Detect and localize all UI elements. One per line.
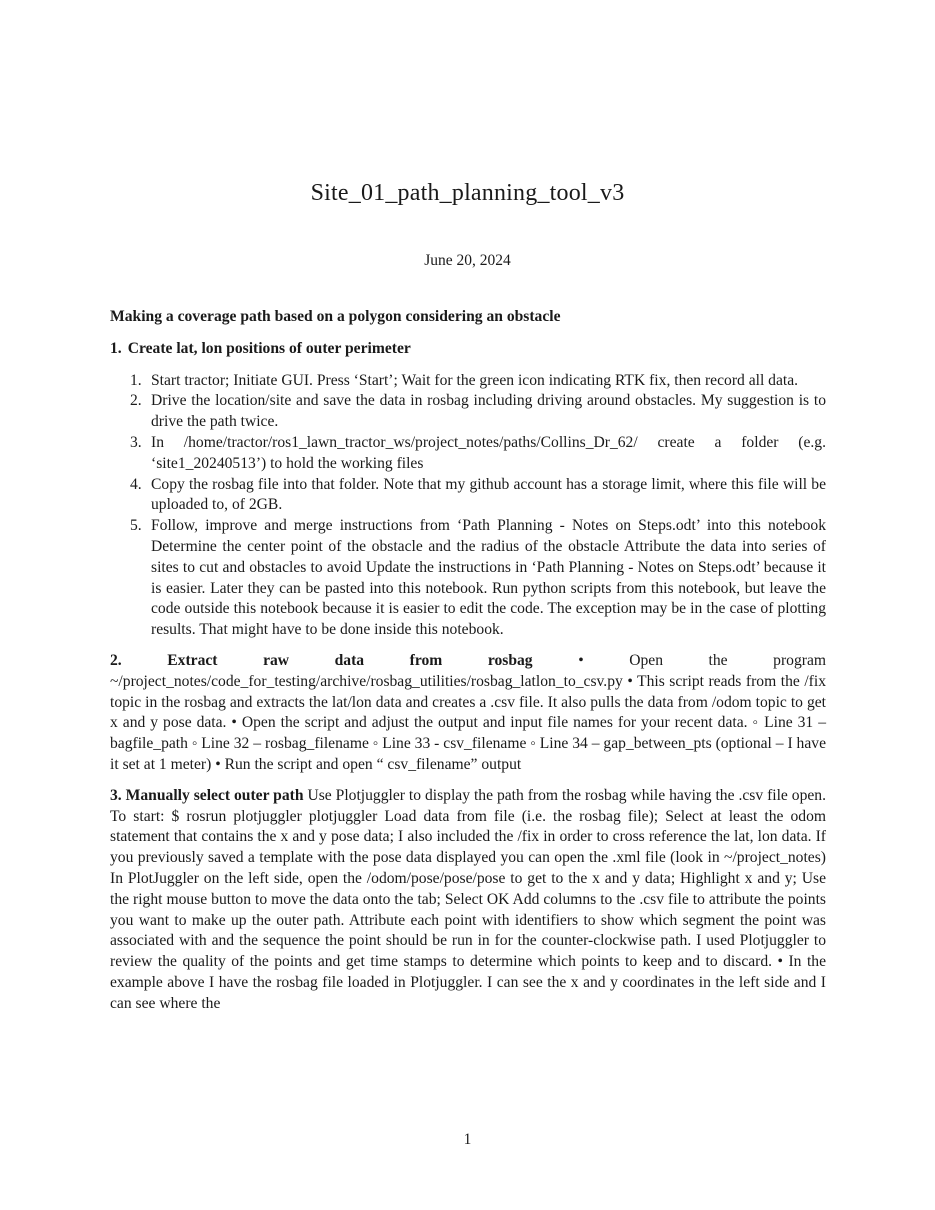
section-3-number: 3. xyxy=(110,786,122,804)
section-2-title: Extract raw data from rosbag xyxy=(167,651,533,669)
list-item-text: In /home/tractor/ros1_lawn_tractor_ws/project_notes/paths/Collins_Dr_62/ create a folder (e.g. ‘site1_20240513’) to hold the working files xyxy=(151,433,826,472)
document-title: Site_01_path_planning_tool_v3 xyxy=(310,180,625,206)
section-3-paragraph xyxy=(110,786,826,1015)
list-item xyxy=(110,391,826,433)
section-3-body: Use Plotjuggler to display the path from the rosbag while having the .csv file open. To start: $ rosrun plotjuggler plotjuggler Load data from file (i.e. the rosbag file); Select at least the odom statement that contains the x and y pose data; I also included the /fix in order to cross reference the lat, lon data. If you previously saved a template with the pose data displayed you can open the .xml file (look in ~/project_notes) In PlotJuggler on the left side, open the /odom/pose/pose/pose to get to the x and y data; Highlight x and y; Use the right mouse button to move the data onto the tab; Select OK Add columns to the .csv file to attribute the points you want to make up the outer path. Attribute each point with identifiers to show which segment the point was associated with and the sequence the point should be run in for the counter-clockwise path. I used Plotjuggler to review the quality of the points and get time stamps to determine which points to keep and to discard. • In the example above I have the rosbag file loaded in Plotjuggler. I can see the x and y coordinates in the left side and I can see where the xyxy=(110,786,827,1012)
section-1-steps xyxy=(110,371,826,641)
list-item xyxy=(110,433,826,475)
document-body xyxy=(110,307,826,1025)
list-item-text: Follow, improve and merge instructions from ‘Path Planning - Notes on Steps.odt’ into this notebook Determine the center point of the obstacle and the radius of the obstacle Attribute the data into series of sites to cut and obstacles to avoid Update the instructions in ‘Path Planning - Notes on Steps.odt’ because it is easier. Later they can be pasted into this notebook. Run python scripts from this notebook, but leave the code outside this notebook because it is easier to edit the code. The exception may be in the case of plotting results. That might have to be done inside this notebook. xyxy=(151,517,826,639)
list-item-number: 2. xyxy=(130,392,142,410)
list-item xyxy=(110,371,826,392)
document-date: June 20, 2024 xyxy=(424,252,511,269)
list-item-text: Start tractor; Initiate GUI. Press ‘Start’; Wait for the green icon indicating RTK fix, then record all data. xyxy=(151,371,799,389)
section-1-heading xyxy=(110,339,826,360)
list-item-number: 1. xyxy=(130,371,142,389)
list-item-number: 4. xyxy=(130,475,142,493)
section-1-title: Create lat, lon positions of outer perimeter xyxy=(127,339,411,357)
section-2-body: • Open the program ~/project_notes/code_for_testing/archive/rosbag_utilities/rosbag_latlon_to_csv.py • This script reads from the /fix topic in the rosbag and extracts the lat/lon data and creates a .csv file. It also pulls the data from /odom topic to get x and y pose data. • Open the script and adjust the output and input file names for your recent data. ◦ Line 31 – bagfile_path ◦ Line 32 – rosbag_filename ◦ Line 33 - csv_filename ◦ Line 34 – gap_between_pts (optional – I have it set at 1 meter) • Run the script and open “ csv_filename” output xyxy=(110,651,827,773)
section-2-number: 2. xyxy=(110,651,122,669)
intro-heading: Making a coverage path based on a polygon considering an obstacle xyxy=(110,308,561,325)
list-item-text: Copy the rosbag file into that folder. Note that my github account has a storage limit, where this file will be uploaded to, of 2GB. xyxy=(151,475,826,514)
section-2-paragraph xyxy=(110,651,826,776)
section-1-number: 1. xyxy=(110,339,122,357)
list-item xyxy=(110,475,826,517)
page-number: 1 xyxy=(463,1131,472,1148)
list-item-number: 5. xyxy=(130,517,142,535)
list-item-number: 3. xyxy=(130,433,142,451)
section-3-title: Manually select outer path xyxy=(125,786,304,804)
list-item-text: Drive the location/site and save the data in rosbag including driving around obstacles. My suggestion is to drive the path twice. xyxy=(151,392,826,431)
list-item xyxy=(110,516,826,641)
